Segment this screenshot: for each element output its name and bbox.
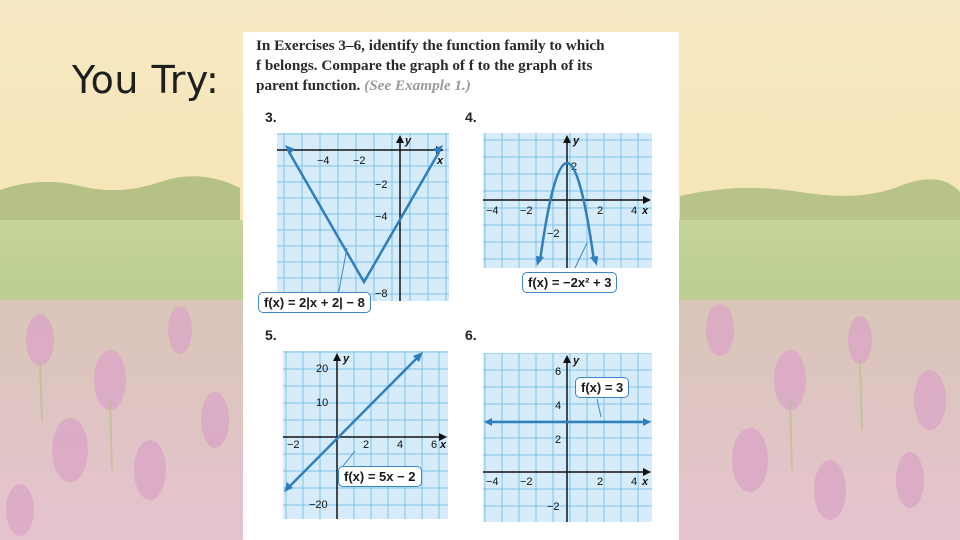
tick-x-4: 4 (397, 439, 404, 451)
x-axis-label: x (642, 476, 649, 488)
tick-x-2: 2 (363, 439, 370, 451)
graph-exercise-3 (277, 133, 449, 301)
function-label-ex5: f(x) = 5x − 2 (338, 466, 422, 487)
y-axis-label: y (573, 135, 580, 147)
tick-x-6: 6 (431, 439, 438, 451)
tick-x-neg2: −2 (520, 205, 533, 217)
x-axis-label: x (642, 205, 649, 217)
x-axis-label: x (437, 155, 444, 167)
tick-x-neg2: −2 (520, 476, 533, 488)
function-label-ex4: f(x) = −2x² + 3 (522, 272, 617, 293)
tick-y-2: 2 (571, 161, 578, 173)
tick-x-neg4: −4 (486, 205, 499, 217)
tick-y-4: 4 (555, 400, 562, 412)
instructions-line-3-text: parent function. (256, 77, 361, 94)
y-axis-label: y (405, 135, 412, 147)
x-axis-label: x (440, 439, 447, 451)
exercise-5-number: 5. (265, 327, 277, 343)
tick-x-neg4: −4 (486, 476, 499, 488)
tick-y-neg2: −2 (547, 501, 560, 513)
exercise-4-number: 4. (465, 109, 477, 125)
grid-background (283, 351, 448, 519)
exercise-instructions (256, 36, 666, 96)
tick-y-20: 20 (316, 363, 329, 375)
tick-y-10: 10 (316, 397, 329, 409)
function-label-ex6: f(x) = 3 (575, 377, 629, 398)
exercise-6-number: 6. (465, 327, 477, 343)
tick-y-neg20: −20 (309, 499, 328, 511)
tick-y-6: 6 (555, 366, 562, 378)
graph-exercise-4 (483, 133, 652, 268)
tick-x-neg4: −4 (317, 155, 330, 167)
tick-x-2: 2 (597, 205, 604, 217)
graph-exercise-5 (283, 351, 448, 519)
exercise-3-number: 3. (265, 109, 277, 125)
tick-y-neg4: −4 (375, 211, 388, 223)
instructions-line-3 (256, 76, 666, 96)
function-label-ex3: f(x) = 2|x + 2| − 8 (258, 292, 371, 313)
instructions-line-1: In Exercises 3–6, identify the function family to which (256, 37, 605, 54)
tick-y-neg8: −8 (375, 288, 388, 300)
tick-x-2: 2 (597, 476, 604, 488)
tick-y-neg2: −2 (547, 228, 560, 240)
tick-x-4: 4 (631, 205, 638, 217)
tick-x-neg2: −2 (353, 155, 366, 167)
tick-y-neg2: −2 (375, 179, 388, 191)
instructions-line-2: f belongs. Compare the graph of f to the graph of its (256, 57, 593, 74)
y-axis-label: y (343, 353, 350, 365)
tick-x-neg2: −2 (287, 439, 300, 451)
example-reference: (See Example 1.) (364, 77, 471, 94)
tick-y-2: 2 (555, 434, 562, 446)
y-axis-label: y (573, 355, 580, 367)
tick-x-4: 4 (631, 476, 638, 488)
slide-title: You Try: (72, 58, 220, 102)
